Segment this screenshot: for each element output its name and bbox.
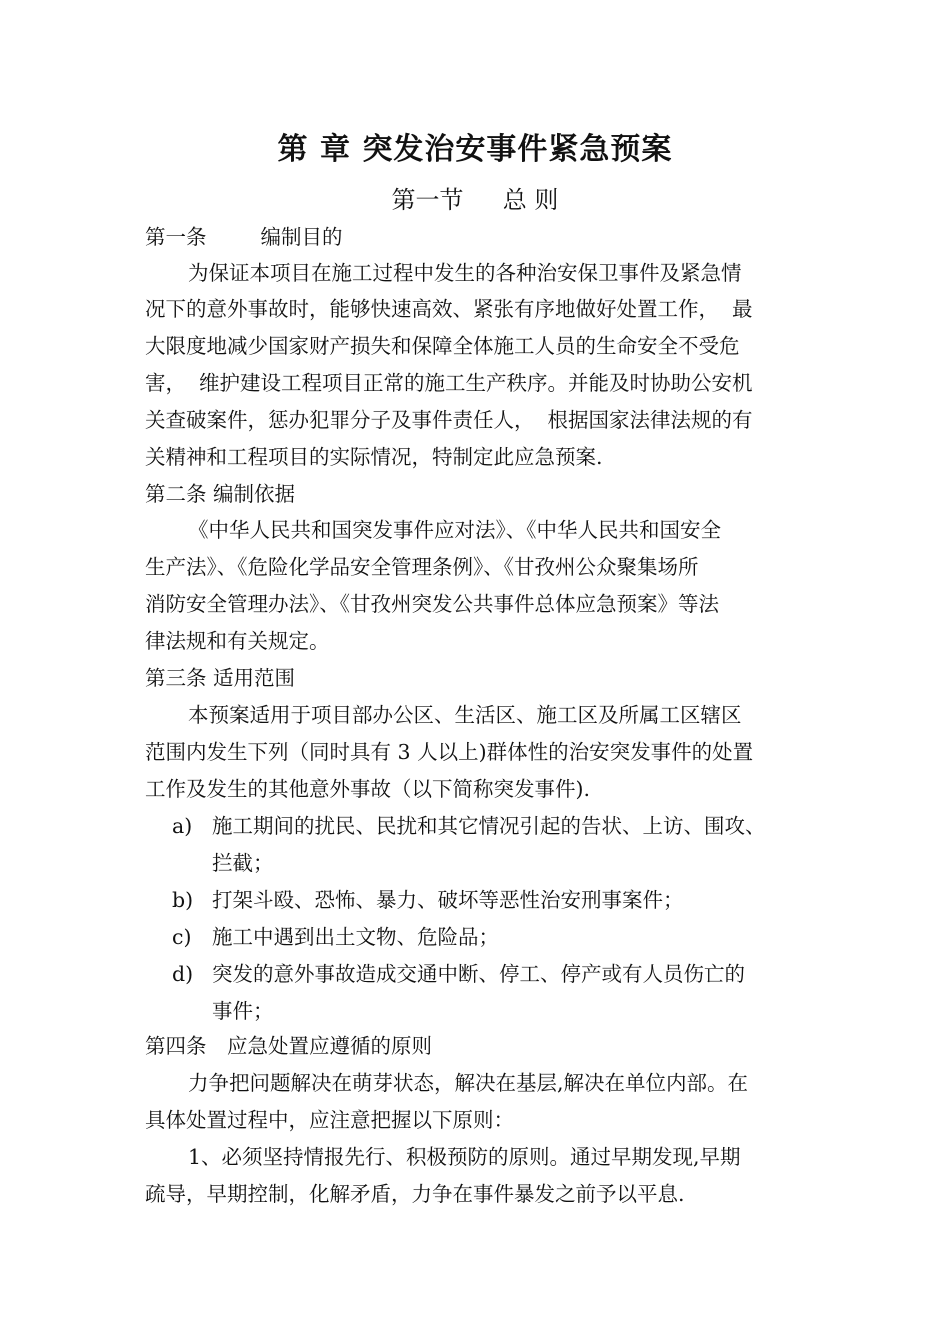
paragraph-line: 大限度地减少国家财产损失和保障全体施工人员的生命安全不受危: [145, 334, 740, 358]
paragraph-line: 关精神和工程项目的实际情况，特制定此应急预案.: [145, 445, 603, 469]
paragraph-line: 《中华人民共和国突发事件应对法》、《中华人民共和国安全: [188, 518, 721, 542]
paragraph-line: 律法规和有关规定。: [145, 629, 330, 653]
paragraph-line: 害， 维护建设工程项目正常的施工生产秩序。并能及时协助公安机: [145, 371, 753, 395]
list-item-marker: c): [172, 925, 192, 949]
article-heading: 第三条 适用范围: [145, 666, 296, 690]
list-item-text: 事件；: [212, 999, 274, 1023]
section-title: 第一节 总 则: [391, 186, 559, 214]
principle-line: 1、必须坚持情报先行、积极预防的原则。通过早期发现,早期: [188, 1145, 741, 1169]
paragraph-line: 工作及发生的其他意外事故（以下简称突发事件).: [145, 777, 591, 801]
list-item-marker: d): [172, 962, 194, 986]
paragraph-line: 生产法》、《危险化学品安全管理条例》、《甘孜州公众聚集场所: [145, 555, 699, 579]
paragraph-line: 力争把问题解决在萌芽状态，解决在基层,解决在单位内部。在: [188, 1071, 749, 1095]
paragraph-line: 关查破案件，惩办犯罪分子及事件责任人， 根据国家法律法规的有: [145, 408, 753, 432]
paragraph-line: 为保证本项目在施工过程中发生的各种治安保卫事件及紧急情: [188, 261, 742, 285]
paragraph-line: 本预案适用于项目部办公区、生活区、施工区及所属工区辖区: [188, 703, 742, 727]
article-heading: 第一条 编制目的: [145, 225, 343, 249]
paragraph-line: 消防安全管理办法》、《甘孜州突发公共事件总体应急预案》等法: [145, 592, 719, 616]
paragraph-line: 况下的意外事故时，能够快速高效、紧张有序地做好处置工作， 最: [145, 297, 753, 321]
list-item-text: 打架斗殴、恐怖、暴力、破坏等恶性治安刑事案件；: [212, 888, 684, 912]
paragraph-line: 范围内发生下列（同时具有 3 人以上)群体性的治安突发事件的处置: [145, 740, 754, 764]
list-item-marker: a): [172, 814, 193, 838]
list-item-text: 施工期间的扰民、民扰和其它情况引起的告状、上访、围攻、: [212, 814, 766, 838]
chapter-title: 第 章 突发治安事件紧急预案: [277, 132, 673, 167]
article-heading: 第二条 编制依据: [145, 482, 296, 506]
list-item-text: 拦截；: [212, 851, 274, 875]
paragraph-line: 具体处置过程中，应注意把握以下原则：: [145, 1108, 514, 1132]
list-item-text: 突发的意外事故造成交通中断、停工、停产或有人员伤亡的: [212, 962, 745, 986]
list-item-marker: b): [172, 888, 194, 912]
list-item-text: 施工中遇到出土文物、危险品；: [212, 925, 499, 949]
article-heading: 第四条 应急处置应遵循的原则: [145, 1034, 432, 1058]
principle-line: 疏导，早期控制，化解矛盾，力争在事件暴发之前予以平息.: [145, 1182, 685, 1206]
